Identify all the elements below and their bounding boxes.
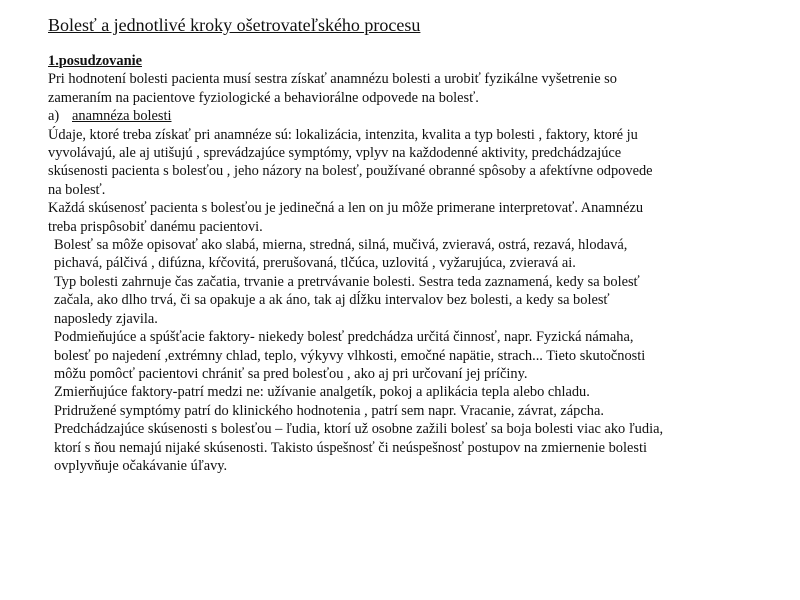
- section-intro: Pri hodnotení bolesti pacienta musí sestra získať anamnézu bolesti a urobiť fyzikálne vyšetrenie so zameraním na pacientove fyziologické a behaviorálne odpovede na bolesť.: [48, 71, 617, 106]
- paragraph: Podmieňujúce a spúšťacie faktory- niekedy bolesť predchádza určitá činnosť, napr. Fyzická námaha, bolesť po najedení ,extrémny chlad, teplo, výkyvy vlhkosti, emočné napätie, strach... Tieto skutočnosti môžu pomôcť pacientovi chrániť sa pred bolesťou , ako aj pri určovaní jej príčiny.: [54, 329, 646, 382]
- document-title: Bolesť a jednotlivé kroky ošetrovateľského procesu: [48, 15, 421, 35]
- paragraph: Zmierňujúce faktory-patrí medzi ne: užívanie analgetík, pokoj a aplikácia tepla alebo chladu.: [54, 384, 590, 401]
- paragraph: Predchádzajúce skúsenosti s bolesťou – ľudia, ktorí už osobne zažili bolesť sa boja bolesti viac ako ľudia, ktorí s ňou nemajú nijaké skúsenosti. Takisto úspešnosť či neúspešnosť postupov na zmiernenie bolesti ovplyvňuje očakávanie úľavy.: [54, 421, 664, 474]
- paragraph: Údaje, ktoré treba získať pri anamnéze sú: lokalizácia, intenzita, kvalita a typ bolesti , faktory, ktoré ju vyvolávajú, ale aj utišujú , sprevádzajúce symptómy, vplyv na každodenné aktivity, predchádzajúce skúsenosti pacienta s bolesťou , jeho názory na bolesť, používané obranné spôsoby a afektívne odpovede na bolesť.: [48, 126, 653, 198]
- subsection-heading: [48, 107, 668, 125]
- subsection-title: anamnéza bolesti: [72, 108, 172, 125]
- paragraph: Bolesť sa môže opisovať ako slabá, mierna, stredná, silná, mučivá, zvieravá, ostrá, rezavá, hlodavá, pichavá, pálčivá , difúzna, kŕčovitá, prerušovaná, tlčúca, uzlovitá , vyžarujúca, zvieravá ai.: [54, 237, 628, 272]
- paragraph: Pridružené symptómy patrí do klinického hodnotenia , patrí sem napr. Vracanie, závrat, zápcha.: [54, 402, 604, 419]
- subsection-label: a): [48, 108, 60, 125]
- paragraph: Každá skúsenosť pacienta s bolesťou je jedinečná a len on ju môže primerane interpretovať. Anamnézu treba prispôsobiť danému pacientovi.: [48, 200, 644, 235]
- document-page: [48, 14, 668, 475]
- section-heading: 1.posudzovanie: [48, 53, 142, 69]
- paragraph: Typ bolesti zahrnuje čas začatia, trvanie a pretrvávanie bolesti. Sestra teda zaznamená, kedy sa bolesť začala, ako dlho trvá, či sa opakuje a ak áno, tak aj dĺžku intervalov bez bolesti, a kedy sa bolesť naposledy zjavila.: [54, 273, 640, 327]
